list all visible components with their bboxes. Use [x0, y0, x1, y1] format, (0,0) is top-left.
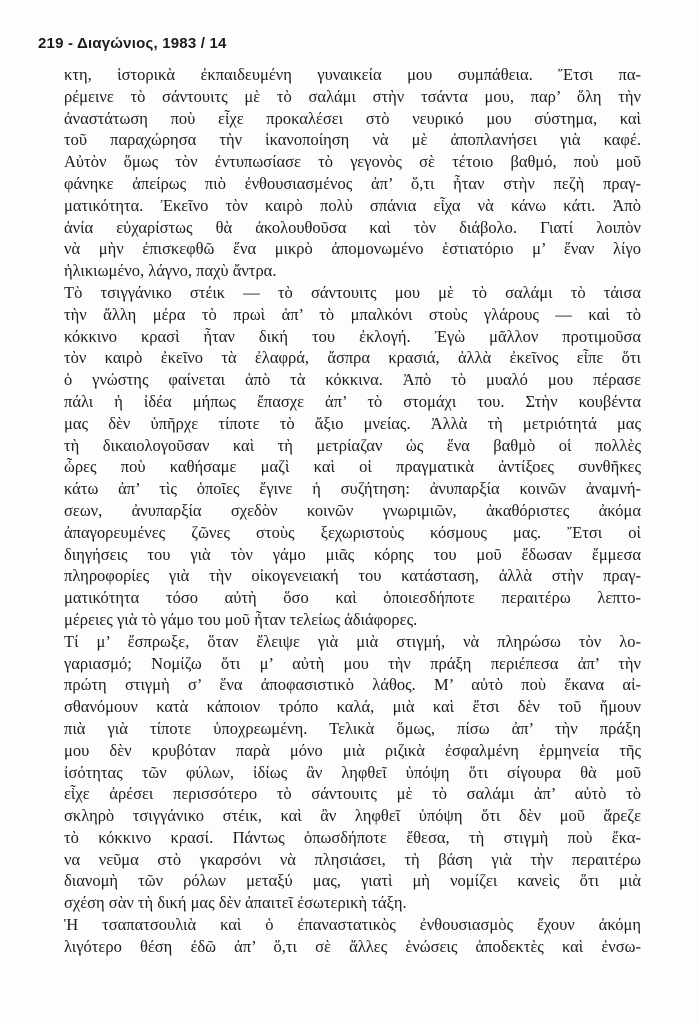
text-line: ἀναστάτωση ποὺ εἶχε προκαλέσει στὸ νευρικό μου σύστημα, καὶ	[64, 108, 641, 128]
text-line: σθανόμουν κατὰ κάποιον τρόπο καλά, μιὰ καὶ ἔτσι δὲν τοῦ ἤμουν	[64, 697, 641, 717]
text-line: πιὰ γιὰ τίποτε ὑποχρεωμένη. Τελικὰ ὅμως, πίσω ἀπ’ τὴν πράξη	[64, 718, 641, 738]
text-line: διανομὴ τῶν ρόλων μεταξύ μας, γιατὶ μὴ νομίζει κανεὶς ὅτι μιὰ	[64, 871, 641, 891]
text-line: πληροφορίες γιὰ τὴν οἰκογενειακή του κατάσταση, ἀλλὰ στὴν πραγ-	[64, 566, 641, 586]
text-line: ἡλικιωμένο, λάγνο, παχὺ ἄντρα.	[64, 261, 277, 281]
text-line: Τί μ’ ἔσπρωξε, ὅταν ἔλειψε γιὰ μιὰ στιγμή, νὰ πληρώσω τὸν λο-	[64, 631, 641, 651]
text-line: σκληρὸ τσιγγάνικο στέικ, καὶ ἂν ληφθεῖ ὑπόψη ὅτι δὲν μοῦ ἄρεζε	[64, 806, 641, 826]
text-line: φάνηκε ἀπείρως πιὸ ἐνθουσιασμένος ἀπ’ ὅ,τι ἦταν στὴν πεζὴ πραγ-	[64, 173, 641, 193]
paragraph	[64, 282, 641, 631]
text-line: μας δὲν ὑπῆρχε τίποτε τὸ ἄξιο μνείας. Ἀλλὰ τὴ μετριότητά μας	[64, 413, 641, 433]
running-head: 219 - Διαγώνιος, 1983 / 14	[38, 35, 227, 52]
text-line: τὸ κόκκινο κρασί. Πάντως ὁπωσδήποτε ἔθεσα, τὴ στιγμὴ ποὺ ἔκα-	[64, 827, 641, 847]
text-line: τὴν ἄλλη μέρα τὸ πρωὶ ἀπ’ τὸ μπαλκόνι στοὺς γλάρους — καὶ τὸ	[64, 304, 641, 324]
text-line: Ἡ τσαπατσουλιὰ καὶ ὁ ἐπαναστατικὸς ἐνθουσιασμὸς ἔχουν ἀκόμη	[64, 915, 641, 935]
text-line: να νεῦμα στὸ γκαρσόνι νὰ πλησιάσει, τὴ βάση γιὰ τὴν περαιτέρω	[64, 849, 641, 869]
text-line: τὴ δικαιολογοῦσαν καὶ τὴ μετρίαζαν ὡς ἕνα βαθμὸ οἱ πολλὲς	[64, 435, 641, 455]
text-line: λιγότερο θέση ἐδῶ ἀπ’ ὅ,τι σὲ ἄλλες ἑνώσεις ἀποδεκτὲς καὶ ἐνσω-	[64, 936, 641, 956]
text-line: ματικότητα. Ἐκεῖνο τὸν καιρὸ πολὺ σπάνια εἶχα νὰ κάνω κάτι. Ἀπὸ	[64, 195, 641, 215]
paragraph	[64, 631, 641, 914]
text-line: ἀπαγορευμένες ζῶνες στοὺς ξεχωριστοὺς κόσμους μας. Ἔτσι οἱ	[64, 522, 641, 542]
text-line: κόκκινο κρασὶ ἦταν δική του ἐκλογή. Ἐγὼ μᾶλλον προτιμοῦσα	[64, 326, 641, 346]
text-line: ὧρες ποὺ καθήσαμε μαζὶ καὶ οἱ πραγματικὰ ἀντίξοες συνθῆκες	[64, 457, 641, 477]
text-line: σχέση σὰν τὴ δική μας δὲν ἀπαιτεῖ ἐσωτερικὴ τάξη.	[64, 893, 407, 913]
text-line: γαριασμό; Νομίζω ὅτι μ’ αὐτὴ μου τὴν πράξη περιέπεσα ἀπ’ τὴν	[64, 653, 641, 673]
text-line: Αὐτὸν ὅμως τὸν ἐντυπωσίασε τὸ γεγονὸς σὲ τέτοιο βαθμό, ποὺ μοῦ	[64, 152, 641, 172]
text-line: ἰσότητας τῶν φύλων, ἰδίως ἂν ληφθεῖ ὑπόψη ὅτι σίγουρα θὰ μοῦ	[64, 762, 641, 782]
text-line: τὸν καιρὸ ἐκεῖνο τὰ ἐλαφρά, ἄσπρα κρασιά, ἀλλὰ ἐκεῖνος εἶπε ὅτι	[64, 348, 641, 368]
text-line: ἀνία εὐχαρίστως θὰ ἀκολουθοῦσα καὶ τὸν διάβολο. Γιατί λοιπὸν	[64, 217, 641, 237]
paragraph	[64, 914, 641, 958]
text-line: πάλι ἡ ἰδέα μήπως ἔπασχε ἀπ’ τὸ στομάχι του. Στὴν κουβέντα	[64, 391, 641, 411]
text-line: διηγήσεις του γιὰ τὸν γάμο μιᾶς κόρης του μοῦ ἔδωσαν ἔμμεσα	[64, 544, 641, 564]
text-line: κτη, ἱστορικὰ ἐκπαιδευμένη γυναικεία μου συμπάθεια. Ἔτσι πα-	[64, 65, 641, 84]
text-line: ρέμεινε τὸ σάντουιτς μὲ τὸ σαλάμι στὴν τσάντα μου, παρ’ ὅλη τὴν	[64, 86, 641, 106]
text-line: τοῦ παραχώρησα τὴν ἱκανοποίηση νὰ μὲ ἀποπλανήσει γιὰ καφέ.	[64, 130, 641, 150]
text-line: ὁ γνώστης φαίνεται ἀπὸ τὰ κόκκινα. Ἀπὸ τὸ μυαλό μου πέρασε	[64, 370, 641, 390]
body-text	[64, 64, 641, 958]
text-line: εἶχε ἀρέσει περισσότερο τὸ σάντουιτς μὲ τὸ σαλάμι ἀπ’ αὐτὸ τὸ	[64, 784, 641, 804]
text-line: νὰ μὴν ἐπισκεφθῶ ἕνα μικρὸ ἀπομονωμένο ἑστιατόριο μ’ ἕναν λίγο	[64, 239, 641, 259]
text-line: ματικότητα τόσο αὐτὴ ὅσο καὶ ὁποιεσδήποτε περαιτέρω λεπτο-	[64, 588, 641, 608]
text-line: πρώτη στιγμὴ σ’ ἕνα ἀποφασιστικὸ λάθος. Μ’ αὐτὸ ποὺ ἔκανα αἰ-	[64, 675, 641, 695]
paragraph	[64, 64, 641, 282]
text-line: Τὸ τσιγγάνικο στέικ — τὸ σάντουιτς μου μὲ τὸ σαλάμι τὸ τάισα	[64, 282, 641, 302]
text-line: κάτω ἀπ’ τὶς ὁποῖες ἔγινε ἡ συζήτηση: ἀνυπαρξία κοινῶν ἀναμνή-	[64, 479, 641, 499]
text-line: μέρειες γιὰ τὸ γάμο του μοῦ ἦταν τελείως ἀδιάφορες.	[64, 609, 418, 629]
text-line: μου δὲν κρυβόταν παρὰ μόνο μιὰ ριζικὰ ἐσφαλμένη ἑρμηνεία τῆς	[64, 740, 641, 760]
text-line: σεων, ἀνυπαρξία σχεδὸν κοινῶν γνωριμιῶν, ἀκαθόριστες ἀκόμα	[64, 500, 641, 520]
